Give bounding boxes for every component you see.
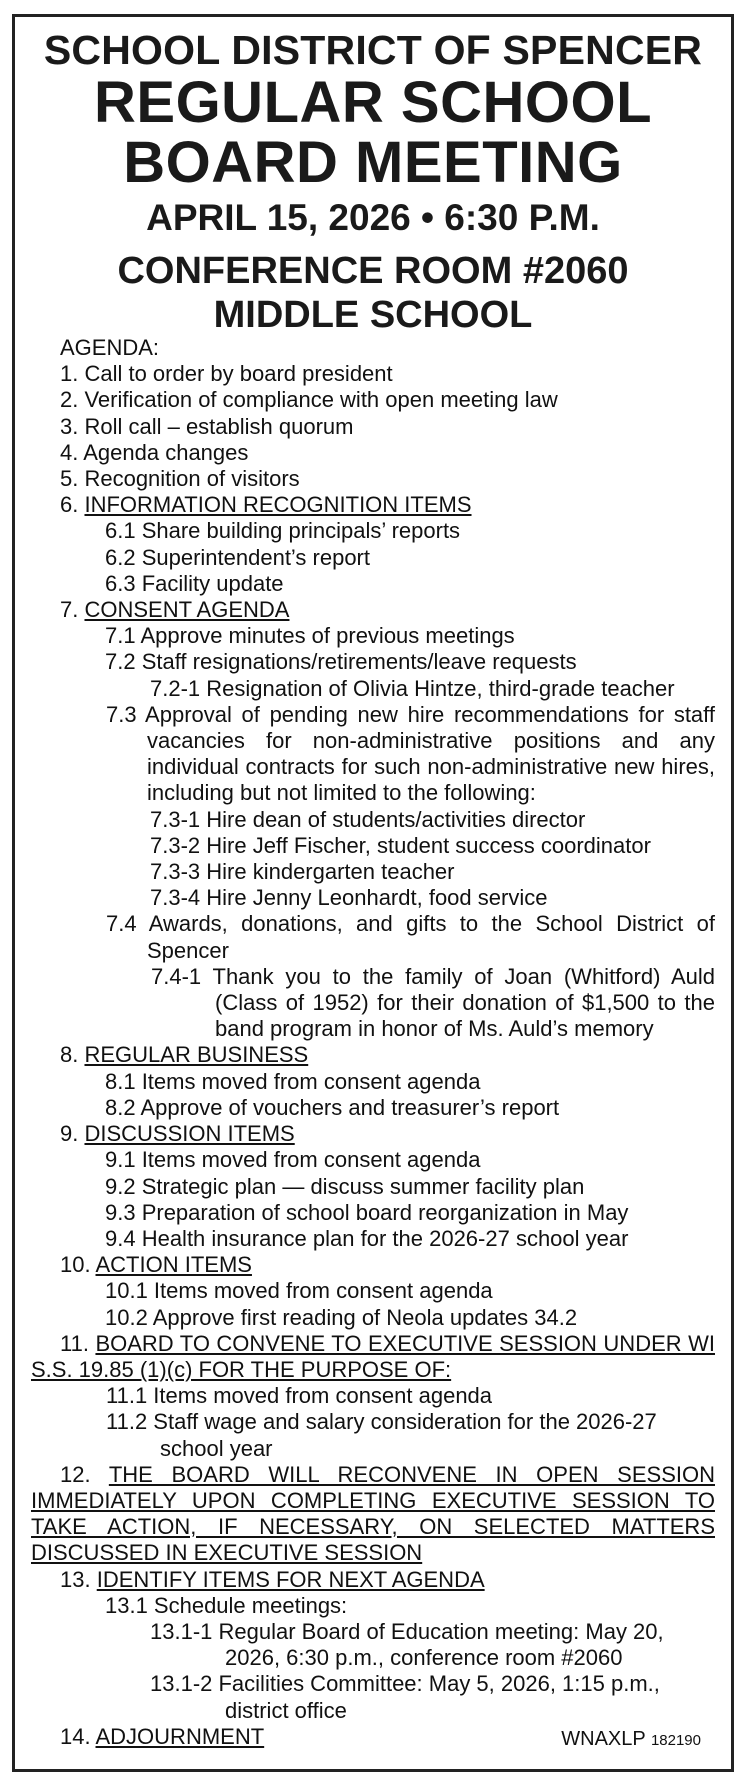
agenda-subitem: 9.4 Health insurance plan for the 2026-27 school year (105, 1225, 629, 1251)
agenda-subsubitem: 7.3-1 Hire dean of students/activities director (150, 806, 586, 832)
agenda-subitem: 8.2 Approve of vouchers and treasurer’s report (105, 1094, 560, 1120)
section-title: REGULAR BUSINESS (84, 1042, 309, 1068)
agenda-section (15, 1042, 731, 1068)
agenda-subsubitem: 7.3-3 Hire kindergarten teacher (150, 859, 455, 885)
agenda-subitem: 9.2 Strategic plan — discuss summer facility plan (105, 1173, 585, 1199)
agenda-subitem: 6.1 Share building principals’ reports (105, 518, 461, 544)
agenda-subitem: 7.1 Approve minutes of previous meetings (105, 623, 515, 649)
publisher-code: WNAXLP (561, 1727, 646, 1750)
agenda-subitem: 6.2 Superintendent’s report (105, 544, 370, 570)
agenda-subitem: 9.3 Preparation of school board reorganization in May (105, 1199, 629, 1225)
section-title: INFORMATION RECOGNITION ITEMS (84, 492, 472, 518)
section-number: 9. (60, 1121, 79, 1147)
agenda-section (15, 1252, 731, 1278)
ad-id: 182190 (650, 1731, 701, 1749)
section-number: 12. (60, 1461, 91, 1487)
section-number: 10. (60, 1252, 91, 1278)
notice-header (15, 27, 731, 337)
agenda-subsubitem: 7.3-4 Hire Jenny Leonhardt, food service (150, 885, 548, 911)
section-title: DISCUSSION ITEMS (84, 1121, 295, 1147)
agenda-subsubitem: 13.1-2 Facilities Committee: May 5, 2026, 1:15 p.m., district office (150, 1671, 660, 1723)
section-number: 14. (60, 1723, 91, 1749)
agenda-item: 4. Agenda changes (60, 439, 249, 465)
agenda-section (15, 492, 731, 518)
agenda-subsubitem: 7.2-1 Resignation of Olivia Hintze, third-grade teacher (150, 675, 675, 701)
agenda-subitem: 10.2 Approve first reading of Neola updates 34.2 (105, 1304, 578, 1330)
agenda-section (15, 1462, 731, 1567)
section-number: 7. (60, 597, 79, 623)
section-title: IDENTIFY ITEMS FOR NEXT AGENDA (96, 1566, 485, 1592)
section-number: 13. (60, 1566, 91, 1592)
agenda-subitem: 11.1 Items moved from consent agenda (106, 1383, 493, 1409)
agenda-subitem: 7.3 Approval of pending new hire recommendations for staff vacancies for non-administrative positions and any individual contracts for such non-administrative new hires, including but not limited to the following: (106, 701, 715, 806)
agenda-item: 1. Call to order by board president (60, 361, 393, 387)
section-number: 11. (60, 1330, 89, 1356)
agenda-section (15, 1121, 731, 1147)
meeting-building: MIDDLE SCHOOL (213, 294, 533, 336)
agenda-list (15, 335, 731, 1750)
section-title: CONSENT AGENDA (84, 597, 290, 623)
agenda-subitem: 7.4 Awards, donations, and gifts to the School District of Spencer (106, 911, 715, 963)
agenda-subsubitem: 13.1-1 Regular Board of Education meeting: May 20, 2026, 6:30 p.m., conference room #2060 (150, 1618, 664, 1671)
meeting-date-time: APRIL 15, 2026 • 6:30 P.M. (146, 197, 600, 238)
meeting-room: CONFERENCE ROOM #2060 (117, 250, 629, 292)
district-name: SCHOOL DISTRICT OF SPENCER (43, 27, 703, 73)
section-title: BOARD TO CONVENE TO EXECUTIVE SESSION UNDER WI S.S. 19.85 (1)(c) FOR THE PURPOSE OF: (31, 1330, 715, 1382)
agenda-subitem: 10.1 Items moved from consent agenda (105, 1278, 493, 1304)
agenda-section (15, 1331, 731, 1383)
agenda-section (15, 1724, 731, 1750)
section-number: 8. (60, 1042, 79, 1068)
agenda-subitem: 11.2 Staff wage and salary consideration for the 2026-27 school year (106, 1409, 657, 1461)
agenda-subsubitem: 7.4-1 Thank you to the family of Joan (Whitford) Auld (Class of 1952) for their donation of $1,500 to the band program in honor of Ms. Auld’s memory (151, 963, 715, 1042)
agenda-subitem: 8.1 Items moved from consent agenda (105, 1068, 481, 1094)
section-title: ADJOURNMENT (95, 1723, 265, 1749)
section-number: 6. (60, 492, 79, 518)
notice-frame (12, 14, 734, 1772)
agenda-item: 3. Roll call – establish quorum (60, 413, 354, 439)
section-title: ACTION ITEMS (95, 1252, 252, 1278)
section-title: THE BOARD WILL RECONVENE IN OPEN SESSION IMMEDIATELY UPON COMPLETING EXECUTIVE SESSION TO TAKE ACTION, IF NECESSARY, ON SELECTED MATTERS DISCUSSED IN EXECUTIVE SESSION (31, 1461, 715, 1566)
agenda-subitem: 6.3 Facility update (105, 570, 284, 596)
agenda-item: 2. Verification of compliance with open meeting law (60, 387, 558, 413)
agenda-section (15, 1567, 731, 1593)
agenda-label: AGENDA: (60, 335, 160, 360)
agenda-item: 5. Recognition of visitors (60, 466, 300, 492)
agenda-subsubitem: 7.3-2 Hire Jeff Fischer, student success coordinator (150, 832, 651, 858)
agenda-subitem: 9.1 Items moved from consent agenda (105, 1147, 481, 1173)
agenda-subitem: 13.1 Schedule meetings: (105, 1592, 348, 1618)
agenda-subitem: 7.2 Staff resignations/retirements/leave requests (105, 649, 577, 675)
agenda-section (15, 597, 731, 623)
publisher-tag (561, 1726, 701, 1754)
meeting-title-line2: BOARD MEETING (123, 130, 623, 195)
meeting-title-line1: REGULAR SCHOOL (94, 70, 652, 135)
